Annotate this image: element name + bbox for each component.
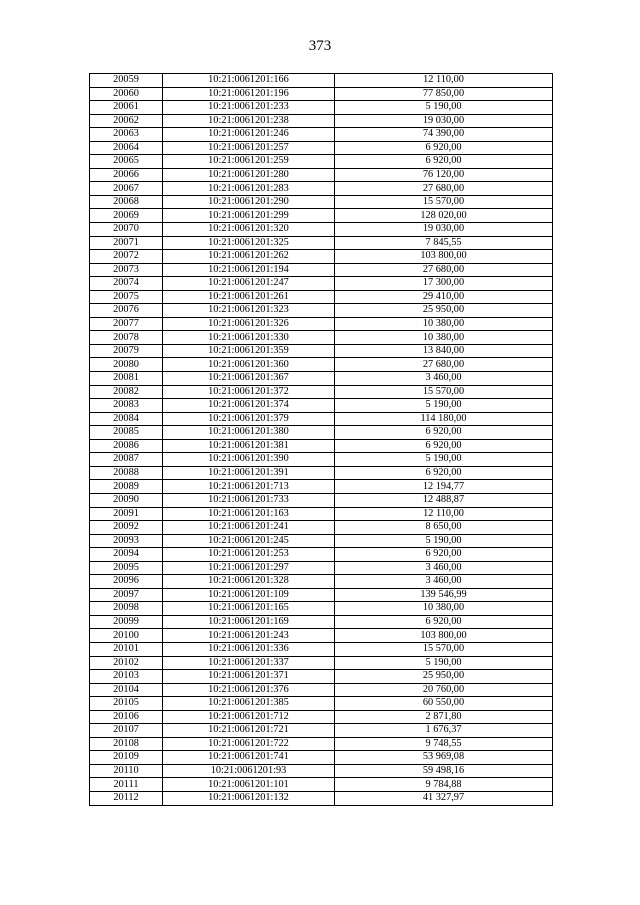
table-row xyxy=(90,182,553,196)
row-number-cell: 20107 xyxy=(90,724,163,738)
row-number-cell: 20111 xyxy=(90,778,163,792)
value-cell: 12 110,00 xyxy=(335,507,553,521)
row-number-cell: 20064 xyxy=(90,141,163,155)
cadastral-number-cell: 10:21:0061201:385 xyxy=(163,697,335,711)
cadastral-number-cell: 10:21:0061201:280 xyxy=(163,168,335,182)
row-number-cell: 20087 xyxy=(90,453,163,467)
value-cell: 7 845,55 xyxy=(335,236,553,250)
value-cell: 128 020,00 xyxy=(335,209,553,223)
value-cell: 15 570,00 xyxy=(335,642,553,656)
row-number-cell: 20077 xyxy=(90,317,163,331)
table-row xyxy=(90,791,553,805)
cadastral-number-cell: 10:21:0061201:325 xyxy=(163,236,335,250)
table-row xyxy=(90,399,553,413)
cadastral-number-cell: 10:21:0061201:290 xyxy=(163,195,335,209)
table-row xyxy=(90,250,553,264)
row-number-cell: 20062 xyxy=(90,114,163,128)
row-number-cell: 20068 xyxy=(90,195,163,209)
cadastral-number-cell: 10:21:0061201:262 xyxy=(163,250,335,264)
table-row xyxy=(90,710,553,724)
table-row xyxy=(90,277,553,291)
cadastral-number-cell: 10:21:0061201:163 xyxy=(163,507,335,521)
value-cell: 59 498,16 xyxy=(335,764,553,778)
value-cell: 53 969,08 xyxy=(335,751,553,765)
value-cell: 12 488,87 xyxy=(335,493,553,507)
row-number-cell: 20099 xyxy=(90,615,163,629)
row-number-cell: 20091 xyxy=(90,507,163,521)
table-row xyxy=(90,615,553,629)
row-number-cell: 20094 xyxy=(90,548,163,562)
cadastral-number-cell: 10:21:0061201:372 xyxy=(163,385,335,399)
table-row xyxy=(90,304,553,318)
cadastral-number-cell: 10:21:0061201:101 xyxy=(163,778,335,792)
table-row xyxy=(90,209,553,223)
value-cell: 27 680,00 xyxy=(335,263,553,277)
table-row xyxy=(90,764,553,778)
table-row xyxy=(90,534,553,548)
value-cell: 29 410,00 xyxy=(335,290,553,304)
row-number-cell: 20067 xyxy=(90,182,163,196)
cadastral-number-cell: 10:21:0061201:733 xyxy=(163,493,335,507)
cadastral-number-cell: 10:21:0061201:337 xyxy=(163,656,335,670)
cadastral-number-cell: 10:21:0061201:326 xyxy=(163,317,335,331)
cadastral-number-cell: 10:21:0061201:109 xyxy=(163,588,335,602)
cadastral-number-cell: 10:21:0061201:328 xyxy=(163,575,335,589)
table-row xyxy=(90,385,553,399)
value-cell: 10 380,00 xyxy=(335,602,553,616)
cadastral-number-cell: 10:21:0061201:721 xyxy=(163,724,335,738)
value-cell: 60 550,00 xyxy=(335,697,553,711)
page-number: 373 xyxy=(308,38,332,54)
table-row xyxy=(90,507,553,521)
table-row xyxy=(90,426,553,440)
cadastral-number-cell: 10:21:0061201:261 xyxy=(163,290,335,304)
value-cell: 6 920,00 xyxy=(335,548,553,562)
row-number-cell: 20109 xyxy=(90,751,163,765)
row-number-cell: 20102 xyxy=(90,656,163,670)
table-row xyxy=(90,439,553,453)
cadastral-number-cell: 10:21:0061201:376 xyxy=(163,683,335,697)
cadastral-number-cell: 10:21:0061201:371 xyxy=(163,670,335,684)
row-number-cell: 20089 xyxy=(90,480,163,494)
cadastral-number-cell: 10:21:0061201:360 xyxy=(163,358,335,372)
table-row xyxy=(90,656,553,670)
value-cell: 5 190,00 xyxy=(335,656,553,670)
value-cell: 103 800,00 xyxy=(335,250,553,264)
cadastral-number-cell: 10:21:0061201:196 xyxy=(163,87,335,101)
row-number-cell: 20104 xyxy=(90,683,163,697)
cadastral-number-cell: 10:21:0061201:246 xyxy=(163,128,335,142)
value-cell: 6 920,00 xyxy=(335,466,553,480)
value-cell: 77 850,00 xyxy=(335,87,553,101)
table-row xyxy=(90,263,553,277)
data-table xyxy=(89,73,553,806)
table-row xyxy=(90,155,553,169)
table-row xyxy=(90,737,553,751)
cadastral-number-cell: 10:21:0061201:391 xyxy=(163,466,335,480)
cadastral-number-cell: 10:21:0061201:297 xyxy=(163,561,335,575)
value-cell: 103 800,00 xyxy=(335,629,553,643)
row-number-cell: 20069 xyxy=(90,209,163,223)
row-number-cell: 20075 xyxy=(90,290,163,304)
table-row xyxy=(90,412,553,426)
table-row xyxy=(90,344,553,358)
cadastral-number-cell: 10:21:0061201:320 xyxy=(163,223,335,237)
cadastral-number-cell: 10:21:0061201:243 xyxy=(163,629,335,643)
value-cell: 6 920,00 xyxy=(335,155,553,169)
value-cell: 13 840,00 xyxy=(335,344,553,358)
table-row xyxy=(90,141,553,155)
cadastral-number-cell: 10:21:0061201:194 xyxy=(163,263,335,277)
row-number-cell: 20080 xyxy=(90,358,163,372)
cadastral-number-cell: 10:21:0061201:245 xyxy=(163,534,335,548)
table-row xyxy=(90,358,553,372)
value-cell: 25 950,00 xyxy=(335,304,553,318)
cadastral-number-cell: 10:21:0061201:380 xyxy=(163,426,335,440)
table-row xyxy=(90,588,553,602)
cadastral-number-cell: 10:21:0061201:367 xyxy=(163,372,335,386)
row-number-cell: 20081 xyxy=(90,372,163,386)
row-number-cell: 20059 xyxy=(90,74,163,88)
cadastral-number-cell: 10:21:0061201:165 xyxy=(163,602,335,616)
row-number-cell: 20061 xyxy=(90,101,163,115)
value-cell: 10 380,00 xyxy=(335,317,553,331)
table-row xyxy=(90,521,553,535)
cadastral-number-cell: 10:21:0061201:379 xyxy=(163,412,335,426)
value-cell: 19 030,00 xyxy=(335,114,553,128)
cadastral-number-cell: 10:21:0061201:238 xyxy=(163,114,335,128)
row-number-cell: 20108 xyxy=(90,737,163,751)
value-cell: 15 570,00 xyxy=(335,385,553,399)
cadastral-number-cell: 10:21:0061201:390 xyxy=(163,453,335,467)
cadastral-number-cell: 10:21:0061201:359 xyxy=(163,344,335,358)
row-number-cell: 20098 xyxy=(90,602,163,616)
value-cell: 6 920,00 xyxy=(335,141,553,155)
row-number-cell: 20095 xyxy=(90,561,163,575)
row-number-cell: 20063 xyxy=(90,128,163,142)
row-number-cell: 20093 xyxy=(90,534,163,548)
table-row xyxy=(90,372,553,386)
table-row xyxy=(90,697,553,711)
value-cell: 9 784,88 xyxy=(335,778,553,792)
table-row xyxy=(90,724,553,738)
row-number-cell: 20090 xyxy=(90,493,163,507)
row-number-cell: 20082 xyxy=(90,385,163,399)
cadastral-number-cell: 10:21:0061201:132 xyxy=(163,791,335,805)
value-cell: 3 460,00 xyxy=(335,372,553,386)
table-row xyxy=(90,223,553,237)
cadastral-number-cell: 10:21:0061201:374 xyxy=(163,399,335,413)
cadastral-number-cell: 10:21:0061201:712 xyxy=(163,710,335,724)
cadastral-number-cell: 10:21:0061201:169 xyxy=(163,615,335,629)
row-number-cell: 20092 xyxy=(90,521,163,535)
table-row xyxy=(90,629,553,643)
cadastral-number-cell: 10:21:0061201:713 xyxy=(163,480,335,494)
value-cell: 6 920,00 xyxy=(335,426,553,440)
cadastral-number-cell: 10:21:0061201:381 xyxy=(163,439,335,453)
value-cell: 27 680,00 xyxy=(335,358,553,372)
value-cell: 15 570,00 xyxy=(335,195,553,209)
table-row xyxy=(90,114,553,128)
table-row xyxy=(90,290,553,304)
cadastral-number-cell: 10:21:0061201:257 xyxy=(163,141,335,155)
table-row xyxy=(90,683,553,697)
value-cell: 1 676,37 xyxy=(335,724,553,738)
table-row xyxy=(90,87,553,101)
table-row xyxy=(90,575,553,589)
cadastral-number-cell: 10:21:0061201:330 xyxy=(163,331,335,345)
cadastral-number-cell: 10:21:0061201:283 xyxy=(163,182,335,196)
value-cell: 19 030,00 xyxy=(335,223,553,237)
cadastral-number-cell: 10:21:0061201:233 xyxy=(163,101,335,115)
row-number-cell: 20106 xyxy=(90,710,163,724)
value-cell: 114 180,00 xyxy=(335,412,553,426)
row-number-cell: 20065 xyxy=(90,155,163,169)
row-number-cell: 20084 xyxy=(90,412,163,426)
cadastral-number-cell: 10:21:0061201:166 xyxy=(163,74,335,88)
value-cell: 5 190,00 xyxy=(335,453,553,467)
table-row xyxy=(90,561,553,575)
value-cell: 27 680,00 xyxy=(335,182,553,196)
row-number-cell: 20097 xyxy=(90,588,163,602)
value-cell: 6 920,00 xyxy=(335,439,553,453)
row-number-cell: 20076 xyxy=(90,304,163,318)
table-row xyxy=(90,602,553,616)
value-cell: 3 460,00 xyxy=(335,561,553,575)
row-number-cell: 20066 xyxy=(90,168,163,182)
table-row xyxy=(90,168,553,182)
value-cell: 5 190,00 xyxy=(335,399,553,413)
cadastral-number-cell: 10:21:0061201:299 xyxy=(163,209,335,223)
value-cell: 17 300,00 xyxy=(335,277,553,291)
value-cell: 8 650,00 xyxy=(335,521,553,535)
table-body xyxy=(90,74,553,806)
row-number-cell: 20096 xyxy=(90,575,163,589)
table-row xyxy=(90,101,553,115)
value-cell: 139 546,99 xyxy=(335,588,553,602)
row-number-cell: 20072 xyxy=(90,250,163,264)
value-cell: 76 120,00 xyxy=(335,168,553,182)
table-row xyxy=(90,778,553,792)
row-number-cell: 20103 xyxy=(90,670,163,684)
table-row xyxy=(90,548,553,562)
cadastral-number-cell: 10:21:0061201:241 xyxy=(163,521,335,535)
cadastral-number-cell: 10:21:0061201:93 xyxy=(163,764,335,778)
table-row xyxy=(90,453,553,467)
row-number-cell: 20086 xyxy=(90,439,163,453)
row-number-cell: 20078 xyxy=(90,331,163,345)
table-row xyxy=(90,331,553,345)
cadastral-number-cell: 10:21:0061201:336 xyxy=(163,642,335,656)
cadastral-number-cell: 10:21:0061201:247 xyxy=(163,277,335,291)
cadastral-number-cell: 10:21:0061201:259 xyxy=(163,155,335,169)
table-row xyxy=(90,195,553,209)
row-number-cell: 20070 xyxy=(90,223,163,237)
row-number-cell: 20085 xyxy=(90,426,163,440)
value-cell: 12 110,00 xyxy=(335,74,553,88)
table-row xyxy=(90,670,553,684)
row-number-cell: 20100 xyxy=(90,629,163,643)
value-cell: 5 190,00 xyxy=(335,101,553,115)
row-number-cell: 20083 xyxy=(90,399,163,413)
value-cell: 25 950,00 xyxy=(335,670,553,684)
row-number-cell: 20105 xyxy=(90,697,163,711)
cadastral-number-cell: 10:21:0061201:722 xyxy=(163,737,335,751)
value-cell: 20 760,00 xyxy=(335,683,553,697)
table-row xyxy=(90,751,553,765)
row-number-cell: 20110 xyxy=(90,764,163,778)
value-cell: 12 194,77 xyxy=(335,480,553,494)
value-cell: 41 327,97 xyxy=(335,791,553,805)
value-cell: 9 748,55 xyxy=(335,737,553,751)
value-cell: 3 460,00 xyxy=(335,575,553,589)
table-row xyxy=(90,74,553,88)
row-number-cell: 20079 xyxy=(90,344,163,358)
row-number-cell: 20074 xyxy=(90,277,163,291)
row-number-cell: 20088 xyxy=(90,466,163,480)
cadastral-number-cell: 10:21:0061201:741 xyxy=(163,751,335,765)
table-row xyxy=(90,466,553,480)
value-cell: 5 190,00 xyxy=(335,534,553,548)
value-cell: 6 920,00 xyxy=(335,615,553,629)
row-number-cell: 20060 xyxy=(90,87,163,101)
table-row xyxy=(90,493,553,507)
row-number-cell: 20071 xyxy=(90,236,163,250)
value-cell: 2 871,80 xyxy=(335,710,553,724)
cadastral-number-cell: 10:21:0061201:323 xyxy=(163,304,335,318)
table-row xyxy=(90,236,553,250)
row-number-cell: 20112 xyxy=(90,791,163,805)
cadastral-number-cell: 10:21:0061201:253 xyxy=(163,548,335,562)
row-number-cell: 20073 xyxy=(90,263,163,277)
table-row xyxy=(90,642,553,656)
table-row xyxy=(90,128,553,142)
value-cell: 74 390,00 xyxy=(335,128,553,142)
value-cell: 10 380,00 xyxy=(335,331,553,345)
row-number-cell: 20101 xyxy=(90,642,163,656)
table-row xyxy=(90,317,553,331)
table-row xyxy=(90,480,553,494)
